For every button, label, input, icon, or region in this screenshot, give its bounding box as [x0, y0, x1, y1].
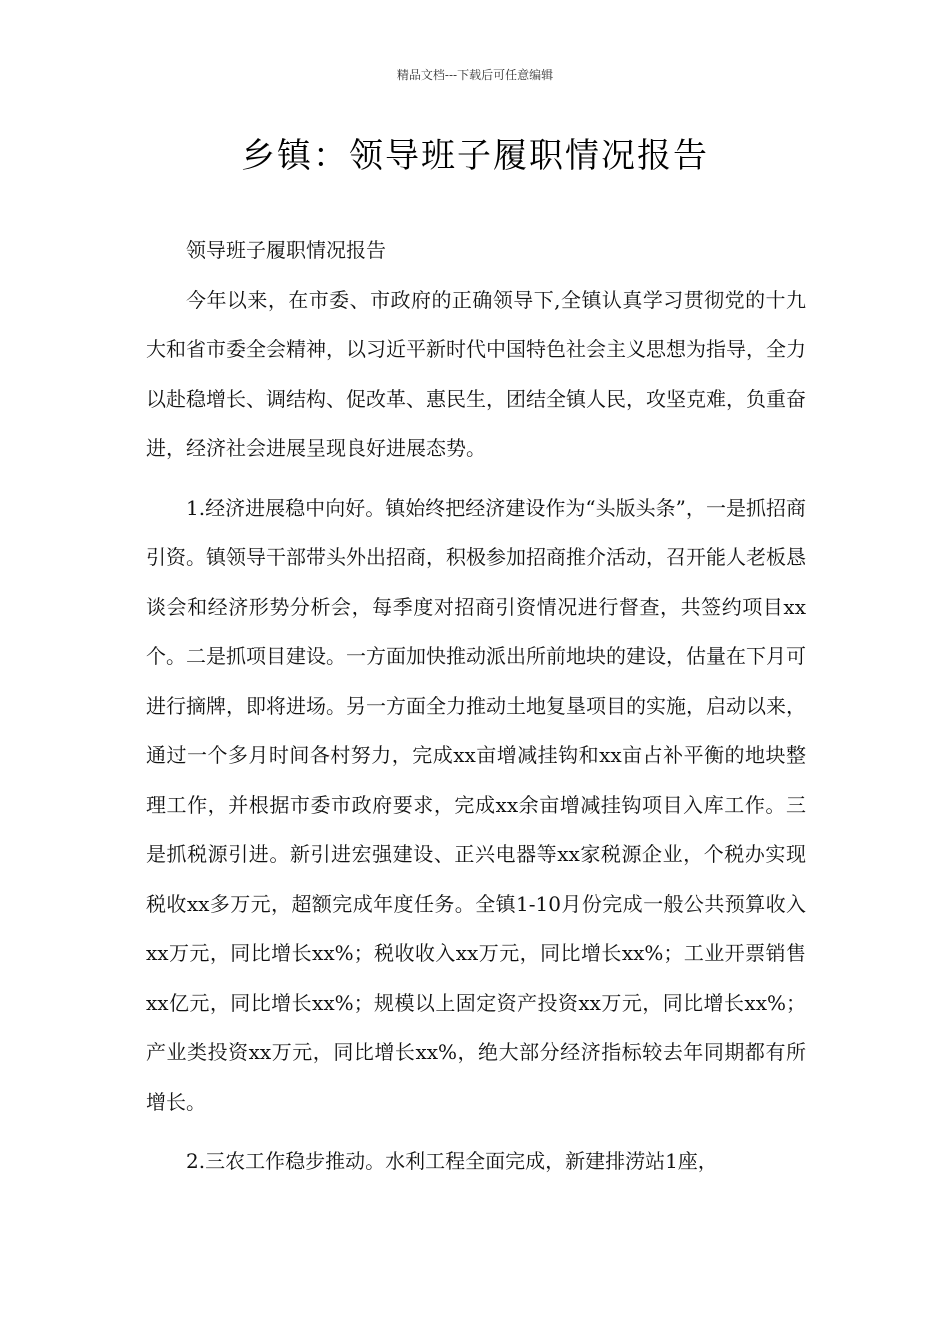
document-title: 乡镇：领导班子履职情况报告 [241, 136, 709, 176]
header-note: 精品文档---下载后可任意编辑 [396, 68, 554, 82]
subtitle-paragraph: 领导班子履职情况报告 [186, 238, 386, 262]
economy-paragraph: 1.经济进展稳中向好。镇始终把经济建设作为“头版头条”，一是抓招商引资。镇领导干部带头外出招商，积极参加招商推介活动，召开能人老板恳谈会和经济形势分析会，每季度对招商引资情况进行督查，共签约项目xx个。二是抓项目建设。一方面加快推动派出所前地块的建设，估量在下月可进行摘牌，即将进场。另一方面全力推动土地复垦项目的实施，启动以来，通过一个多月时间各村努力，完成xx亩增减挂钩和xx亩占补平衡的地块整理工作，并根据市委市政府要求，完成xx余亩增减挂钩项目入库工作。三是抓税源引进。新引进宏强建设、正兴电器等xx家税源企业，个税办实现税收xx多万元，超额完成年度任务。全镇1-10月份完成一般公共预算收入xx万元，同比增长xx%；税收收入xx万元，同比增长xx%；工业开票销售xx亿元，同比增长xx%；规模以上固定资产投资xx万元，同比增长xx%；产业类投资xx万元，同比增长xx%，绝大部分经济指标较去年同期都有所增长。 [146, 495, 806, 1114]
intro-paragraph: 今年以来，在市委、市政府的正确领导下,全镇认真学习贯彻党的十九大和省市委全会精神，以习近平新时代中国特色社会主义思想为指导，全力以赴稳增长、调结构、促改革、惠民生，团结全镇人民，攻坚克难，负重奋进，经济社会进展呈现良好进展态势。 [146, 287, 806, 460]
agriculture-paragraph: 2.三农工作稳步推动。水利工程全面完成，新建排涝站1座， [186, 1149, 718, 1173]
document-body [146, 226, 806, 1187]
